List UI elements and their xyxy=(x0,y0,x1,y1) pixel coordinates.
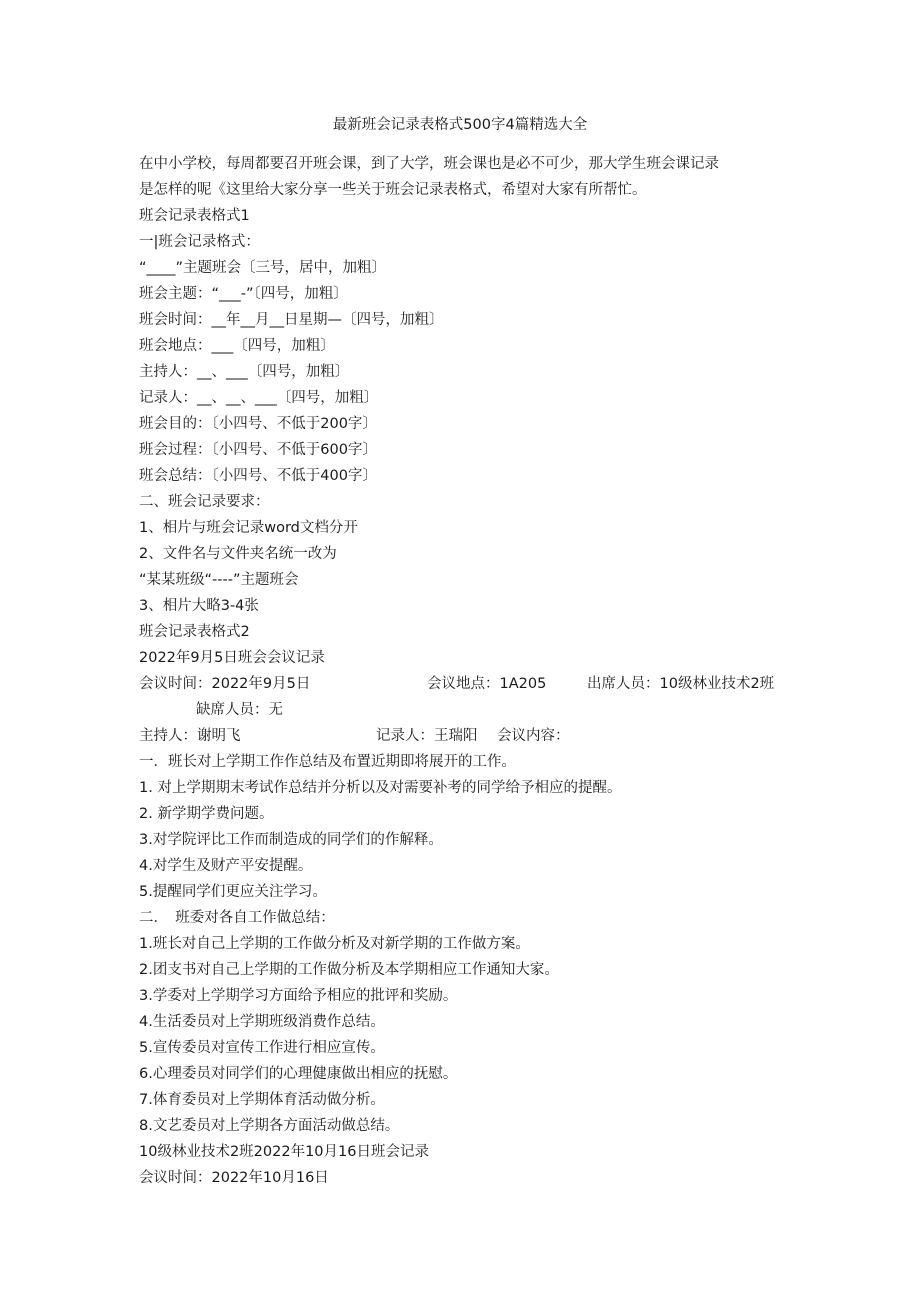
format-item: 记录人：__、__、___〔四号，加粗〕 xyxy=(139,390,379,406)
meeting-time: 会议时间：2022年9月5日 xyxy=(139,676,311,692)
intro-line-2: 是怎样的呢《这里给大家分享一些关于班会记录表格式，希望对大家有所帮忙。 xyxy=(139,182,647,198)
requirement-item: 1、相片与班会记录word文档分开 xyxy=(139,520,358,536)
content-label: 会议内容： xyxy=(497,728,570,744)
format1-section2-heading: 二、班会记录要求： xyxy=(139,494,270,510)
format-item: 班会时间：__年__月__日星期—〔四号，加粗〕 xyxy=(139,312,444,328)
record-title: 2022年9月5日班会会议记录 xyxy=(139,650,325,666)
format1-heading: 班会记录表格式1 xyxy=(139,208,250,224)
requirement-item: 2、文件名与文件夹名统一改为 xyxy=(139,546,337,562)
format-item: 班会主题：“___-”〔四号，加粗〕 xyxy=(139,286,348,302)
host: 主持人：谢明飞 xyxy=(139,728,241,744)
next-meeting-time: 会议时间：2022年10月16日 xyxy=(139,1170,329,1186)
format-item: 班会过程：〔小四号、不低于600字〕 xyxy=(139,442,377,458)
part1-item: 2. 新学期学费问题。 xyxy=(139,806,274,822)
part1-item: 5.提醒同学们更应关注学习。 xyxy=(139,884,327,900)
part2-item: 7.体育委员对上学期体育活动做分析。 xyxy=(139,1092,385,1108)
part1-heading: 一．班长对上学期工作作总结及布置近期即将展开的工作。 xyxy=(139,754,516,770)
format-item: “____”主题班会〔三号，居中，加粗〕 xyxy=(139,260,387,276)
format-item: 主持人：__、___〔四号，加粗〕 xyxy=(139,364,350,380)
absentees: 缺席人员：无 xyxy=(196,702,283,718)
part2-item: 3.学委对上学期学习方面给予相应的批评和奖励。 xyxy=(139,988,458,1004)
part2-item: 5.宣传委员对宣传工作进行相应宣传。 xyxy=(139,1040,385,1056)
meeting-place: 会议地点：1A205 xyxy=(427,676,547,692)
part2-item: 1.班长对自己上学期的工作做分析及对新学期的工作做方案。 xyxy=(139,936,530,952)
attendees: 出席人员：10级林业技术2班 xyxy=(587,676,775,692)
recorder: 记录人：王瑞阳 xyxy=(376,728,478,744)
format1-section1-heading: 一|班会记录格式： xyxy=(139,234,260,250)
format-item: 班会地点：___〔四号，加粗〕 xyxy=(139,338,335,354)
part2-item: 2.团支书对自己上学期的工作做分析及本学期相应工作通知大家。 xyxy=(139,962,559,978)
format-item: 班会总结：〔小四号、不低于400字〕 xyxy=(139,468,377,484)
next-record-title: 10级林业技术2班2022年10月16日班会记录 xyxy=(139,1144,429,1160)
format-item: 班会目的：〔小四号、不低于200字〕 xyxy=(139,416,377,432)
part1-item: 1. 对上学期期末考试作总结并分析以及对需要补考的同学给予相应的提醒。 xyxy=(139,780,622,796)
part2-heading: 二． 班委对各自工作做总结： xyxy=(139,910,335,926)
part1-item: 3.对学院评比工作而制造成的同学们的作解释。 xyxy=(139,832,443,848)
requirement-item: 3、相片大略3-4张 xyxy=(139,598,259,614)
part1-item: 4.对学生及财产平安提醒。 xyxy=(139,858,313,874)
part2-item: 4.生活委员对上学期班级消费作总结。 xyxy=(139,1014,385,1030)
part2-item: 8.文艺委员对上学期各方面活动做总结。 xyxy=(139,1118,400,1134)
format2-heading: 班会记录表格式2 xyxy=(139,624,250,640)
part2-item: 6.心理委员对同学们的心理健康做出相应的抚慰。 xyxy=(139,1066,458,1082)
document-title: 最新班会记录表格式500字4篇精选大全 xyxy=(332,117,588,133)
requirement-item: “某某班级“----”主题班会 xyxy=(139,572,299,588)
intro-line-1: 在中小学校，每周都要召开班会课，到了大学，班会课也是必不可少，那大学生班会课记录 xyxy=(139,156,719,172)
